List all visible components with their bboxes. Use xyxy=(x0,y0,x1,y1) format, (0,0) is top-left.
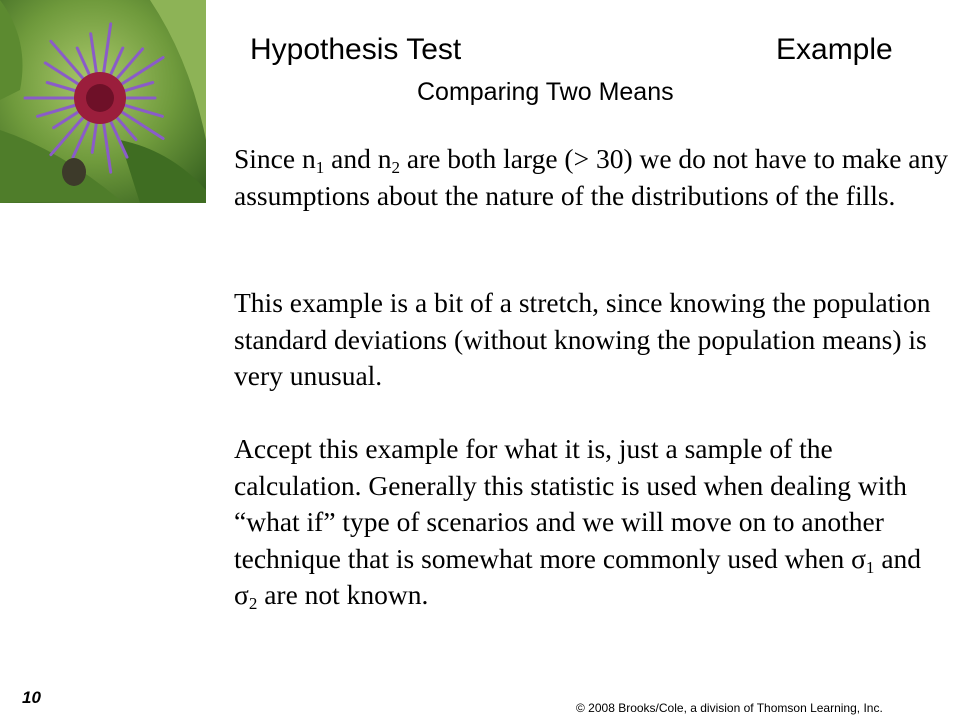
paragraph-2: This example is a bit of a stretch, since knowing the population standard deviations (without knowing the population means) is very unusual. xyxy=(234,287,931,391)
slide-number: 10 xyxy=(22,688,41,707)
paragraph-3: Accept this example for what it is, just a sample of the calculation. Generally this statistic is used when dealing with “what if” type of scenarios and we will move on to another technique that is somewhat more commonly used when $\sigma_1$ and $\sigma_2$ are not known. xyxy=(234,433,922,613)
slide-subtitle: Comparing Two Means xyxy=(417,78,674,106)
slide-title: Hypothesis Test xyxy=(250,33,462,66)
paragraph-1: Since $n_1$ and $n_2$ are both large (> 30) we do not have to make any assumptions about the nature of the distributions of the fills. xyxy=(234,143,948,211)
slide-title-example: Example xyxy=(776,33,893,66)
copyright-notice: © 2008 Brooks/Cole, a division of Thomson Learning, Inc. xyxy=(576,701,883,715)
flower-photo xyxy=(0,0,206,203)
